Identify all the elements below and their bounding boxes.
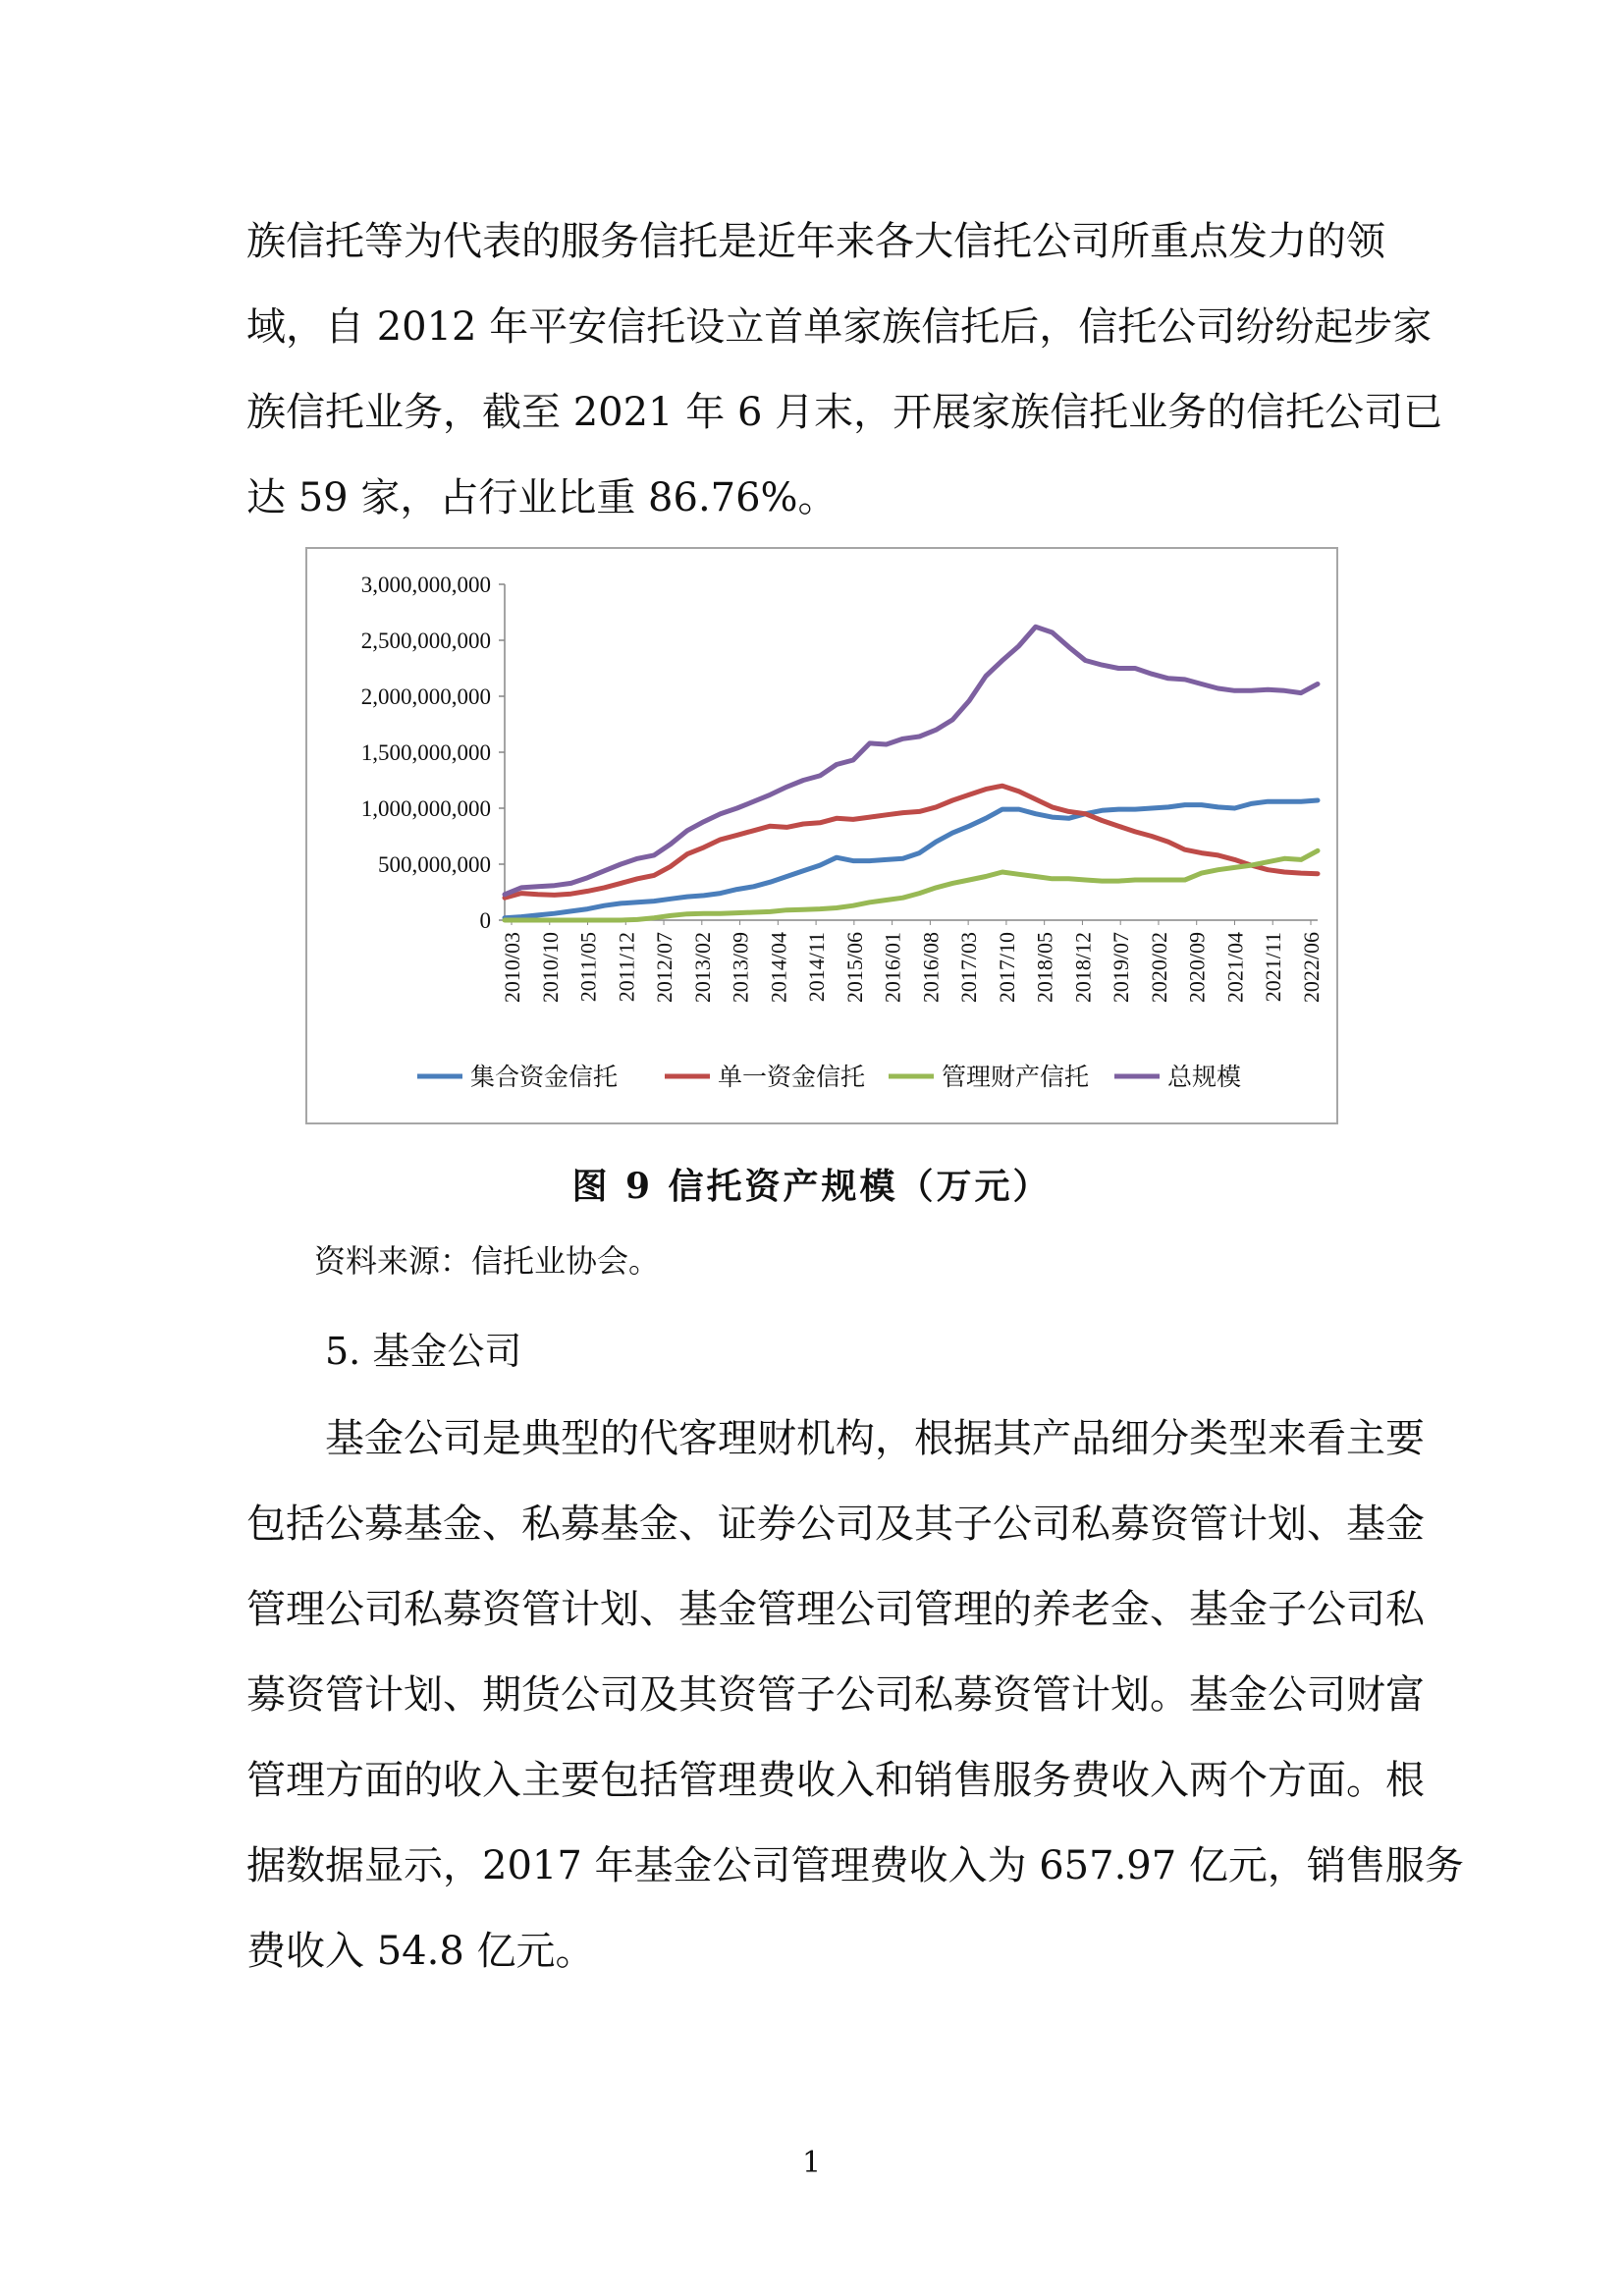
figure-caption: 图 9 信托资产规模（万元）	[571, 1166, 1052, 1207]
y-tick-label: 0	[479, 908, 491, 933]
x-tick-label: 2016/08	[918, 932, 944, 1004]
x-tick-label: 2017/03	[956, 932, 982, 1004]
x-tick-label: 2012/07	[652, 932, 677, 1004]
y-tick-label: 3,000,000,000	[360, 573, 491, 597]
trust-asset-chart	[305, 547, 1338, 1124]
x-tick-label: 2013/09	[728, 932, 753, 1004]
y-tick-label: 500,000,000	[378, 852, 491, 877]
x-tick-label: 2014/11	[804, 932, 830, 1003]
chart-svg	[307, 549, 1340, 1126]
x-tick-label: 2021/04	[1222, 932, 1248, 1004]
fund-line: 募资管计划、期货公司及其资管子公司私募资管计划。基金公司财富	[246, 1672, 1425, 1718]
fund-paragraph	[246, 1396, 1464, 1995]
x-tick-label: 2019/07	[1109, 932, 1134, 1004]
fund-line: 包括公募基金、私募基金、证券公司及其子公司私募资管计划、基金	[246, 1502, 1425, 1547]
x-tick-label: 2021/11	[1261, 931, 1286, 1003]
fund-line: 管理公司私募资管计划、基金管理公司管理的养老金、基金子公司私	[246, 1587, 1425, 1632]
fund-line: 基金公司是典型的代客理财机构，根据其产品细分类型来看主要	[325, 1416, 1425, 1461]
intro-line: 族信托业务，截至 2021 年 6 月末，开展家族信托业务的信托公司已	[246, 390, 1443, 435]
legend-label: 单一资金信托	[718, 1063, 866, 1091]
y-tick-label: 1,500,000,000	[360, 740, 491, 765]
intro-line: 域，自 2012 年平安信托设立首单家族信托后，信托公司纷纷起步家	[246, 304, 1433, 350]
x-tick-label: 2011/12	[614, 932, 639, 1003]
intro-paragraph	[246, 199, 1442, 541]
x-tick-label: 2022/06	[1299, 932, 1324, 1004]
page-number: 1	[801, 2146, 822, 2180]
intro-line: 达 59 家，占行业比重 86.76%。	[246, 475, 838, 520]
x-tick-label: 2016/01	[880, 932, 905, 1004]
x-tick-label: 2010/03	[500, 932, 524, 1004]
fund-line: 管理方面的收入主要包括管理费收入和销售服务费收入两个方面。根	[246, 1758, 1425, 1803]
legend-label: 总规模	[1167, 1063, 1242, 1091]
x-tick-label: 2020/09	[1184, 932, 1210, 1004]
legend-label: 管理财产信托	[942, 1063, 1090, 1091]
figure-source: 资料来源：信托业协会。	[314, 1242, 661, 1280]
x-tick-label: 2017/10	[994, 932, 1019, 1004]
x-tick-label: 2018/12	[1070, 932, 1096, 1004]
x-tick-label: 2014/04	[766, 932, 791, 1004]
y-tick-label: 1,000,000,000	[360, 796, 491, 821]
intro-line: 族信托等为代表的服务信托是近年来各大信托公司所重点发力的领	[246, 219, 1385, 264]
series-line	[505, 800, 1318, 918]
y-tick-label: 2,000,000,000	[360, 684, 491, 709]
legend-label: 集合资金信托	[470, 1063, 619, 1091]
fund-line: 费收入 54.8 亿元。	[246, 1929, 595, 1974]
x-tick-label: 2010/10	[537, 932, 563, 1004]
x-tick-label: 2013/02	[689, 932, 715, 1004]
x-tick-label: 2020/02	[1146, 932, 1171, 1004]
x-tick-label: 2015/06	[841, 932, 867, 1004]
fund-line: 据数据显示，2017 年基金公司管理费收入为 657.97 亿元，销售服务	[246, 1843, 1464, 1888]
y-tick-label: 2,500,000,000	[360, 629, 491, 653]
x-tick-label: 2018/05	[1032, 932, 1057, 1004]
section-heading: 5. 基金公司	[325, 1330, 522, 1373]
x-tick-label: 2011/05	[575, 932, 601, 1003]
